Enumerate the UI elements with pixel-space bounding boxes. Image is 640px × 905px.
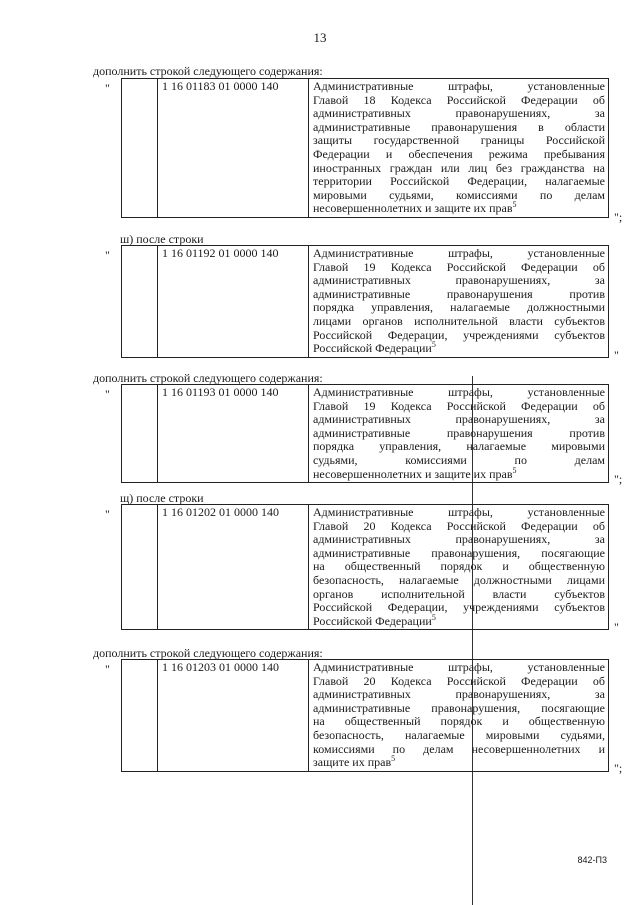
description-line-text: Российской Федерации — [313, 613, 432, 628]
closing-quote: " — [614, 348, 619, 362]
closing-quote: "; — [614, 761, 623, 775]
description-line — [313, 465, 605, 482]
table-row — [122, 660, 609, 772]
budget-code-cell: 1 16 01203 01 0000 140 — [158, 660, 309, 772]
description-line: порядка управления, налагаемые мировыми — [313, 439, 605, 454]
description-line: Федерации и обеспечения режима пребывания — [313, 146, 605, 161]
description-line: Главой 19 Кодекса Российской Федерации об — [313, 259, 605, 274]
amendment-instruction: щ) после строки — [120, 491, 204, 505]
description-line: безопасность, налагаемые должностными лицами — [313, 572, 605, 587]
opening-quote: " — [105, 662, 110, 676]
description-line: комиссиями по делам несовершеннолетних и — [313, 741, 605, 756]
budget-code-cell: 1 16 01193 01 0000 140 — [158, 385, 309, 483]
description-line: Административные штрафы, установленные — [313, 505, 605, 519]
description-line: защиты государственной границы Российской — [313, 133, 605, 148]
table-row — [122, 79, 609, 218]
footnote-marker: 5 — [431, 340, 436, 350]
description-line: территории Российской Федерации, налагаемые — [313, 174, 605, 189]
amendment-instruction: дополнить строкой следующего содержания: — [93, 64, 323, 78]
description-line: на общественный порядок и общественную — [313, 714, 605, 729]
amendment-instruction: ш) после строки — [120, 232, 204, 246]
description-line — [313, 756, 605, 770]
budget-code-table — [121, 659, 609, 772]
description-line: на общественный порядок и общественную — [313, 559, 605, 574]
description-line: Российской Федерации, учреждениями субъектов — [313, 327, 605, 342]
closing-quote: "; — [614, 210, 623, 224]
description-line: Главой 18 Кодекса Российской Федерации об — [313, 92, 605, 107]
description-line — [313, 342, 605, 356]
description-line — [313, 202, 605, 216]
description-line: лицами органов исполнительной власти субъектов — [313, 313, 605, 328]
closing-quote: " — [614, 620, 619, 634]
table-row — [122, 385, 609, 483]
description-line: административных правонарушениях, за — [313, 106, 605, 121]
budget-code-table — [121, 245, 609, 358]
amendment-instruction: дополнить строкой следующего содержания: — [93, 646, 323, 660]
footnote-marker: 5 — [391, 754, 396, 764]
description-line: Главой 20 Кодекса Российской Федерации об — [313, 673, 605, 688]
description-line-text: защите их прав — [313, 755, 392, 770]
description-line: Административные штрафы, установленные — [313, 246, 605, 260]
revenue-description-cell — [309, 660, 609, 772]
description-line: административные правонарушения против — [313, 286, 605, 301]
description-line-text: несовершеннолетних и защите их прав — [313, 466, 513, 481]
description-line: административные правонарушения, посягающие — [313, 545, 605, 560]
admin-code-cell — [122, 79, 158, 218]
description-line-text: Российской Федерации — [313, 341, 432, 356]
budget-code-cell: 1 16 01202 01 0000 140 — [158, 505, 309, 630]
document-code: 842-П3 — [577, 855, 607, 865]
description-line: Главой 19 Кодекса Российской Федерации об — [313, 398, 605, 413]
opening-quote: " — [105, 81, 110, 95]
description-line — [313, 612, 605, 629]
budget-code-table — [121, 384, 609, 483]
description-line: безопасность, налагаемые мировыми судьями, — [313, 727, 605, 742]
description-line: Административные штрафы, установленные — [313, 385, 605, 399]
opening-quote: " — [105, 507, 110, 521]
revenue-description-cell — [309, 385, 609, 483]
description-line-text: несовершеннолетних и защите их прав — [313, 201, 513, 216]
revenue-description-cell — [309, 505, 609, 630]
description-line: административные правонарушения, посягающие — [313, 700, 605, 715]
admin-code-cell — [122, 246, 158, 358]
description-line: Административные штрафы, установленные — [313, 79, 605, 93]
budget-code-table — [121, 78, 609, 218]
admin-code-cell — [122, 660, 158, 772]
description-line: административные правонарушения в области — [313, 119, 605, 134]
footnote-marker: 5 — [512, 465, 517, 475]
amendment-instruction: дополнить строкой следующего содержания: — [93, 371, 323, 385]
description-line: иностранных граждан или лиц без гражданства на — [313, 160, 605, 175]
description-line: судьями, комиссиями по делам — [313, 452, 605, 467]
description-line: Главой 20 Кодекса Российской Федерации об — [313, 518, 605, 533]
budget-code-cell: 1 16 01192 01 0000 140 — [158, 246, 309, 358]
description-line: административные правонарушения против — [313, 425, 605, 440]
table-row — [122, 246, 609, 358]
description-line: Российской Федерации, учреждениями субъектов — [313, 600, 605, 615]
closing-quote: "; — [614, 472, 623, 486]
description-line: административных правонарушениях, за — [313, 273, 605, 288]
opening-quote: " — [105, 248, 110, 262]
page-number: 13 — [313, 30, 327, 45]
admin-code-cell — [122, 385, 158, 483]
revenue-description-cell — [309, 79, 609, 218]
budget-code-table — [121, 504, 609, 630]
revenue-description-cell — [309, 246, 609, 358]
description-line: мировыми судьями, комиссиями по делам — [313, 187, 605, 202]
admin-code-cell — [122, 505, 158, 630]
description-line: административных правонарушениях, за — [313, 412, 605, 427]
description-line: административных правонарушениях, за — [313, 687, 605, 702]
description-line: Административные штрафы, установленные — [313, 660, 605, 674]
description-line: органов исполнительной власти субъектов — [313, 586, 605, 601]
description-line: порядка управления, налагаемые должностными — [313, 300, 605, 315]
footnote-marker: 5 — [512, 200, 517, 210]
table-row — [122, 505, 609, 630]
description-line: административных правонарушениях, за — [313, 532, 605, 547]
budget-code-cell: 1 16 01183 01 0000 140 — [158, 79, 309, 218]
footnote-marker: 5 — [431, 612, 436, 622]
opening-quote: " — [105, 387, 110, 401]
